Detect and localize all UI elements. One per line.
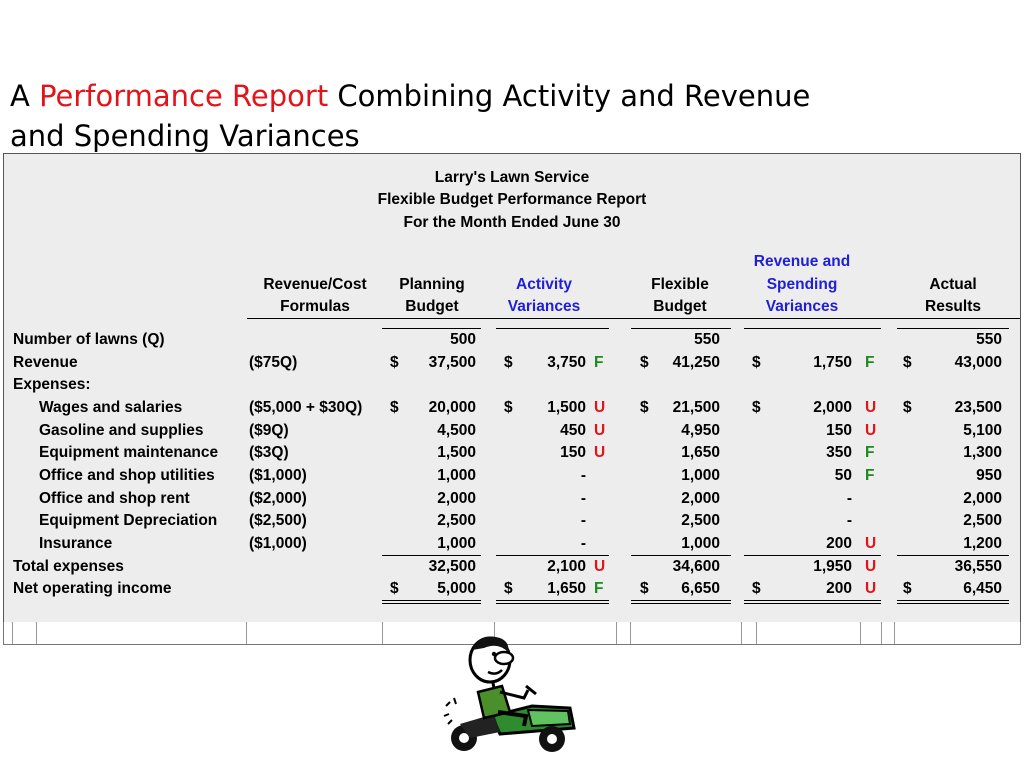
cell-flexible: 6,650	[681, 580, 720, 598]
cell-actual: 550	[976, 331, 1002, 348]
cell-activity: 3,750	[547, 353, 586, 371]
rule-total	[631, 555, 731, 556]
cell-actual: 5,100	[963, 421, 1002, 439]
cell-r-fu: F	[865, 466, 875, 484]
row-label: Revenue	[13, 353, 78, 371]
row-label: Wages and salaries	[39, 398, 183, 416]
header-flexible-1: Flexible	[651, 276, 709, 293]
cell-formula: ($9Q)	[249, 421, 289, 439]
header-formula-2: Formulas	[280, 298, 350, 315]
cell-activity: -	[580, 466, 586, 484]
cell-p-cur: $	[390, 353, 399, 371]
rule-net-1	[631, 600, 731, 601]
cell-a-cur: $	[504, 353, 513, 371]
cell-actual: 2,500	[963, 512, 1002, 530]
cell-actual: 1,200	[963, 534, 1002, 552]
cell-revspend: 200	[826, 580, 852, 598]
cell-a-fu: F	[594, 580, 604, 598]
cell-a-fu: U	[594, 444, 606, 462]
cell-flexible: 1,650	[681, 444, 720, 462]
rule-total	[897, 555, 1009, 556]
cell-a-fu: U	[594, 398, 606, 416]
cell-revspend: 200	[826, 534, 852, 552]
cell-r-cur: $	[752, 353, 761, 371]
cell-r-fu: U	[865, 421, 877, 439]
header-formula-1: Revenue/Cost	[263, 276, 367, 293]
rule-top	[897, 328, 1009, 329]
row-label: Total expenses	[13, 557, 124, 575]
title-rest: Combining Activity and Revenue	[337, 79, 811, 113]
cell-planning: 20,000	[428, 398, 476, 416]
rule-net-2	[496, 603, 609, 604]
cell-f-cur: $	[640, 580, 649, 598]
row-label: Expenses:	[13, 376, 91, 394]
cell-a-cur: $	[504, 398, 513, 416]
cell-r-fu: F	[865, 353, 875, 371]
rule-total	[744, 555, 881, 556]
cell-actual: 23,500	[954, 398, 1002, 416]
header-revspend-1: Revenue and	[753, 253, 851, 270]
rule-net-1	[897, 600, 1009, 601]
cell-flexible: 2,000	[681, 489, 720, 507]
header-activity-2: Variances	[507, 298, 581, 315]
cell-a-fu: F	[594, 353, 604, 371]
rule-top	[744, 328, 881, 329]
cell-revspend: 2,000	[813, 398, 852, 416]
cell-p-cur: $	[390, 580, 399, 598]
cell-planning: 1,000	[437, 534, 476, 552]
cell-activity: -	[580, 512, 586, 530]
title-prefix: A	[10, 79, 30, 113]
header-revspend-3: Variances	[765, 298, 839, 315]
cell-activity: 1,500	[547, 398, 586, 416]
row-label: Insurance	[39, 534, 113, 552]
cell-formula: ($2,500)	[249, 512, 307, 530]
cell-formula: ($1,000)	[249, 466, 307, 484]
cell-revspend: 350	[826, 444, 852, 462]
cell-revspend: 150	[826, 421, 852, 439]
cell-x-cur: $	[903, 580, 912, 598]
cell-flexible: 41,250	[672, 353, 720, 371]
cell-r-fu: U	[865, 557, 877, 575]
header-flexible-2: Budget	[653, 298, 707, 315]
row-label: Gasoline and supplies	[39, 421, 204, 439]
cell-f-cur: $	[640, 398, 649, 416]
cell-planning: 1,500	[437, 444, 476, 462]
rule-top	[496, 328, 609, 329]
cell-r-cur: $	[752, 580, 761, 598]
cell-revspend: -	[846, 512, 852, 530]
cell-a-cur: $	[504, 580, 513, 598]
header-activity-1: Activity	[516, 276, 572, 293]
cell-activity: 2,100	[547, 557, 586, 575]
row-label: Net operating income	[13, 580, 172, 598]
cell-formula: ($75Q)	[249, 353, 298, 371]
cell-activity: 1,650	[547, 580, 586, 598]
cell-revspend: 1,950	[813, 557, 852, 575]
cell-actual: 950	[976, 466, 1002, 484]
cell-activity: 150	[560, 444, 586, 462]
cell-planning: 500	[450, 331, 476, 348]
rule-net-2	[382, 603, 481, 604]
cell-p-cur: $	[390, 398, 399, 416]
cell-formula: ($3Q)	[249, 444, 289, 462]
header-actual-2: Results	[925, 298, 981, 315]
cell-actual: 1,300	[963, 444, 1002, 462]
cell-planning: 37,500	[428, 353, 476, 371]
cell-flexible: 21,500	[672, 398, 720, 416]
lawn-mower-man-icon	[440, 628, 600, 758]
cell-x-cur: $	[903, 353, 912, 371]
cell-revspend: 50	[834, 466, 852, 484]
cell-flexible: 34,600	[672, 557, 720, 575]
header-planning-1: Planning	[399, 276, 465, 293]
title-highlight: Performance Report	[39, 79, 329, 113]
cell-x-cur: $	[903, 398, 912, 416]
cell-planning: 32,500	[428, 557, 476, 575]
rule-net-2	[631, 603, 731, 604]
title-line2: and Spending Variances	[10, 119, 360, 153]
cell-flexible: 2,500	[681, 512, 720, 530]
slide-title	[10, 76, 910, 156]
cell-a-fu: U	[594, 557, 606, 575]
cell-flexible: 1,000	[681, 534, 720, 552]
row-label: Office and shop rent	[39, 489, 190, 507]
row-label: Office and shop utilities	[39, 466, 215, 484]
cell-activity: -	[580, 534, 586, 552]
cell-actual: 6,450	[963, 580, 1002, 598]
rule-net-1	[744, 600, 881, 601]
row-label: Equipment Depreciation	[39, 512, 218, 530]
cell-flexible: 550	[694, 331, 720, 348]
header-planning-2: Budget	[405, 298, 459, 315]
rule-net-1	[382, 600, 481, 601]
rule-top	[382, 328, 481, 329]
rule-net-1	[496, 600, 609, 601]
cell-r-cur: $	[752, 398, 761, 416]
cell-actual: 43,000	[954, 353, 1002, 371]
cell-activity: 450	[560, 421, 586, 439]
rule-total	[496, 555, 609, 556]
cell-revspend: 1,750	[813, 353, 852, 371]
report-period: For the Month Ended June 30	[403, 214, 621, 231]
cell-activity: -	[580, 489, 586, 507]
cell-planning: 2,000	[437, 489, 476, 507]
row-label: Equipment maintenance	[39, 444, 219, 462]
cell-f-cur: $	[640, 353, 649, 371]
cell-planning: 5,000	[437, 580, 476, 598]
cell-planning: 1,000	[437, 466, 476, 484]
cell-formula: ($5,000 + $30Q)	[249, 398, 363, 416]
performance-report-sheet	[3, 153, 1021, 623]
cell-r-fu: U	[865, 580, 877, 598]
report-company: Larry's Lawn Service	[434, 169, 590, 186]
row-label: Number of lawns (Q)	[13, 331, 165, 348]
cell-revspend: -	[846, 489, 852, 507]
cell-formula: ($2,000)	[249, 489, 307, 507]
rule-top	[631, 328, 731, 329]
cell-r-fu: U	[865, 534, 877, 552]
header-revspend-2: Spending	[766, 276, 838, 293]
cell-planning: 2,500	[437, 512, 476, 530]
cell-actual: 2,000	[963, 489, 1002, 507]
cell-actual: 36,550	[954, 557, 1002, 575]
cell-flexible: 4,950	[681, 421, 720, 439]
rule-total	[382, 555, 481, 556]
rule-net-2	[897, 603, 1009, 604]
cell-a-fu: U	[594, 421, 606, 439]
cell-formula: ($1,000)	[249, 534, 307, 552]
report-name: Flexible Budget Performance Report	[377, 191, 647, 208]
cell-r-fu: U	[865, 398, 877, 416]
header-actual-1: Actual	[929, 276, 977, 293]
rule-net-2	[744, 603, 881, 604]
cell-r-fu: F	[865, 444, 875, 462]
cell-flexible: 1,000	[681, 466, 720, 484]
cell-planning: 4,500	[437, 421, 476, 439]
header-underline	[247, 318, 1020, 319]
